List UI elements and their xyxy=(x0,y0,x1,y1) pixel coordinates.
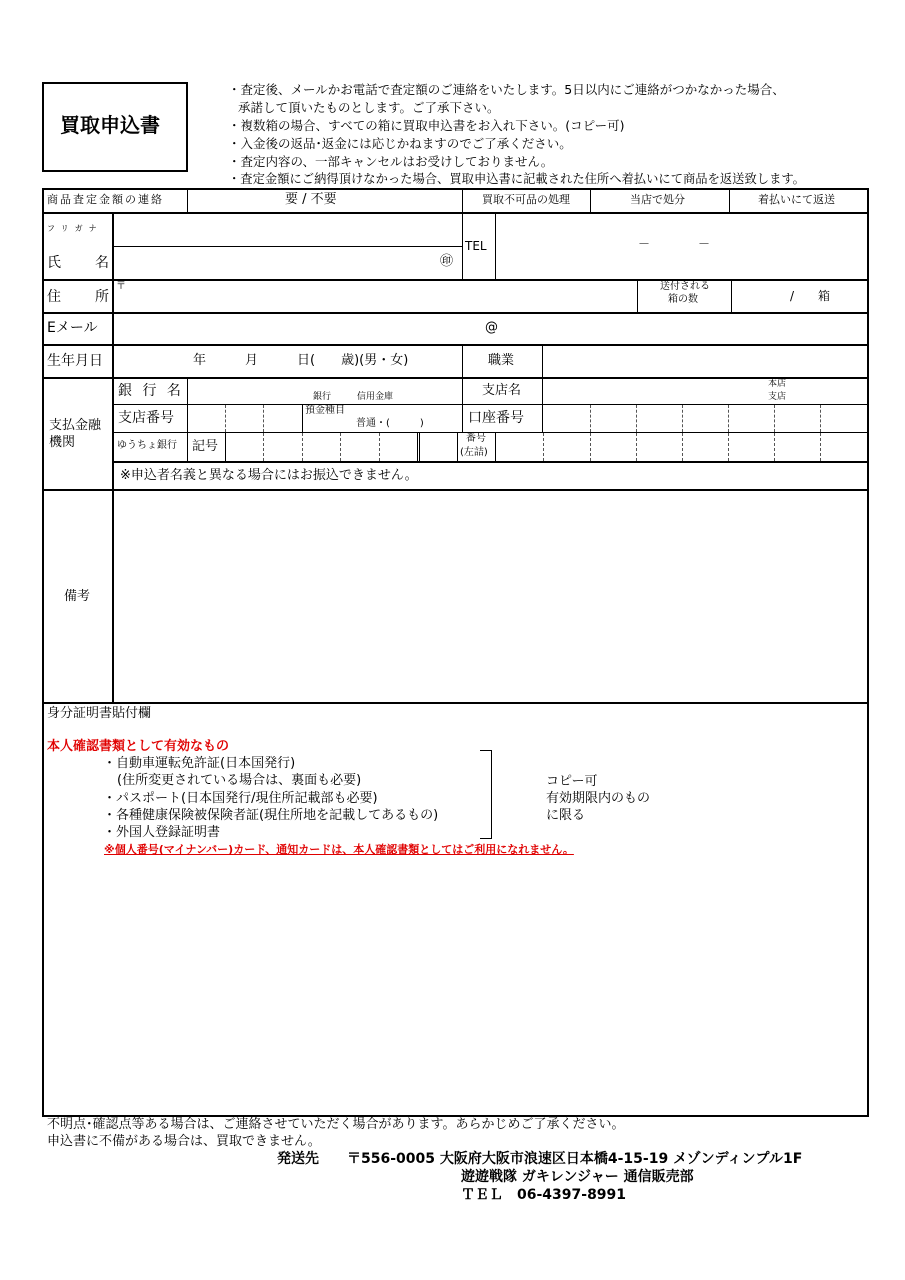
branch-type-branch[interactable]: 支店 xyxy=(768,392,787,402)
seal-mark: ㊞ xyxy=(440,254,454,269)
remarks-field[interactable] xyxy=(114,491,867,702)
id-item-foreign: ・外国人登録証明書 xyxy=(103,825,221,840)
id-item-insurance: ・各種健康保険被保険者証(現住所地を記載してあるもの) xyxy=(103,808,439,823)
boxes-label-2: 箱の数 xyxy=(668,294,698,305)
branch-name-label: 支店名 xyxy=(482,383,522,398)
id-item-license-note: (住所変更されている場合は、裏面も必要) xyxy=(117,773,362,788)
page-title: 買取申込書 xyxy=(60,113,160,137)
address-field[interactable] xyxy=(114,281,637,312)
ship-company: 遊遊戦隊 ガキレンジャー 通信販売部 xyxy=(461,1169,694,1185)
bank-type-bank[interactable]: 銀行 xyxy=(313,392,332,402)
payment-notice: ※申込者名義と異なる場合にはお振込できません。 xyxy=(120,468,418,483)
ship-tel: ＴＥＬ 06-4397-8991 xyxy=(461,1187,627,1203)
boxes-label-1: 送付される xyxy=(660,281,710,292)
contact-label: 商品査定金額の連絡 xyxy=(47,193,164,206)
note-1-cont: 承諾して頂いたものとします。ご了承下さい。 xyxy=(238,100,500,115)
contact-options[interactable]: 要 / 不要 xyxy=(285,192,337,207)
note-2: ・複数箱の場合、すべての箱に買取申込書をお入れ下さい。(コピー可) xyxy=(228,118,625,133)
disposal-label: 買取不可品の処理 xyxy=(482,193,570,206)
deposit-value[interactable]: 普通・( ) xyxy=(356,418,424,429)
email-label: Eメール xyxy=(47,320,98,336)
condition-only: に限る xyxy=(546,808,586,823)
postal-mark: 〒 xyxy=(116,281,126,292)
condition-valid: 有効期限内のもの xyxy=(546,791,651,806)
payment-label-2: 機関 xyxy=(49,435,76,450)
disposal-option-return[interactable]: 着払いにて返送 xyxy=(758,193,835,206)
id-item-license: ・自動車運転免許証(日本国発行) xyxy=(103,756,296,771)
id-valid-heading: 本人確認書類として有効なもの xyxy=(47,739,230,754)
footer-line-2: 申込書に不備がある場合は、買取できません。 xyxy=(47,1134,321,1149)
id-section-label: 身分証明書貼付欄 xyxy=(47,706,152,721)
yucho-label: ゆうちょ銀行 xyxy=(117,440,177,451)
furigana-label: フリガナ xyxy=(47,224,103,233)
mynumber-warning: ※個人番号(マイナンバー)カード、通知カードは、本人確認書類としてはご利用になれません。 xyxy=(104,843,574,856)
deposit-label: 預金種目 xyxy=(305,405,345,416)
bank-type-shinkin[interactable]: 信用金庫 xyxy=(357,392,394,402)
birth-fields[interactable]: 年 月 日( 歳)(男・女) xyxy=(193,353,409,368)
tel-label: TEL xyxy=(465,239,487,253)
footer-line-1: 不明点･確認点等ある場合は、ご連絡させていただく場合があります。あらかじめご了承ください。 xyxy=(47,1117,625,1132)
email-at[interactable]: @ xyxy=(485,320,498,335)
payment-label-1: 支払金融 xyxy=(49,418,102,433)
ship-address: 〒556-0005 大阪府大阪市浪速区日本橋4-15-19 メゾンディンプル1F xyxy=(347,1151,803,1167)
note-3: ・入金後の返品･返金には応じかねますのでご了承ください。 xyxy=(228,136,572,151)
id-paste-area[interactable] xyxy=(44,860,867,1115)
id-item-passport: ・パスポート(日本国発行/現住所記載部も必要) xyxy=(103,791,378,806)
note-4: ・査定内容の、一部キャンセルはお受けしておりません。 xyxy=(228,154,554,169)
branch-no-label: 支店番号 xyxy=(118,410,174,426)
birth-label: 生年月日 xyxy=(47,353,103,369)
bango-note: (左詰) xyxy=(460,447,488,458)
branch-type-main[interactable]: 本店 xyxy=(768,379,787,389)
tel-dashes[interactable]: － － xyxy=(638,237,711,251)
job-label: 職業 xyxy=(488,353,515,368)
bango-label: 番号 xyxy=(466,433,486,444)
kigo-label: 記号 xyxy=(192,439,219,454)
remarks-label: 備考 xyxy=(64,589,91,604)
note-1: ・査定後、メールかお電話で査定額のご連絡をいたします。5日以内にご連絡がつかなかった場合、 xyxy=(228,82,785,97)
boxes-value[interactable]: / 箱 xyxy=(790,289,831,303)
name-field[interactable] xyxy=(114,248,462,279)
address-label: 住 所 xyxy=(47,289,119,305)
account-no-label: 口座番号 xyxy=(468,410,524,426)
disposal-option-discard[interactable]: 当店で処分 xyxy=(630,193,685,206)
furigana-field[interactable] xyxy=(114,214,462,246)
note-5: ・査定金額にご納得頂けなかった場合、買取申込書に記載された住所へ着払いにて商品を返送致します。 xyxy=(228,172,805,186)
bank-name-label: 銀 行 名 xyxy=(118,383,184,399)
name-label: 氏 名 xyxy=(47,255,119,271)
ship-label: 発送先 xyxy=(277,1151,319,1167)
condition-copy: コピー可 xyxy=(546,774,598,789)
